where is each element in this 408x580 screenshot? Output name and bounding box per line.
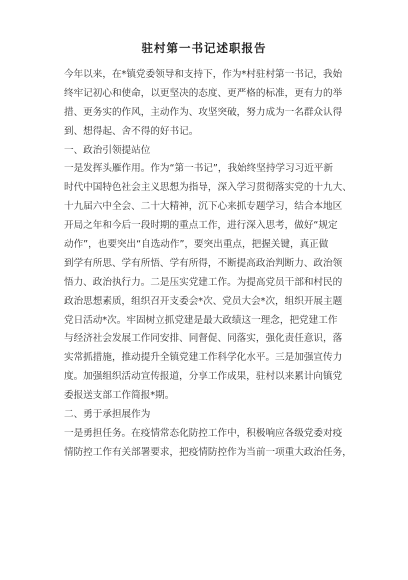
document-title: 驻村第一书记述职报告 bbox=[141, 41, 267, 55]
paragraph-line: 时代中国特色社会主义思想为指导，深入学习贯彻落实党的十九大、 bbox=[64, 182, 352, 194]
paragraph-line: 一是勇担任务。在疫情常态化防控工作中，积极响应各级党委对疫 bbox=[64, 427, 343, 439]
paragraph-line: 党日活动*次。牢固树立抓党建是最大政绩这一理念，把党建工作 bbox=[64, 314, 338, 326]
paragraph-line: 与经济社会发展工作同安排、同督促、同落实，强化责任意识，落 bbox=[64, 333, 343, 345]
document-body bbox=[64, 66, 354, 463]
paragraph-line: 开局之年和今后一段时期的重点工作，进行深入思考，做好“规定 bbox=[64, 220, 338, 232]
paragraph-line: 悟力、政治执行力。二是压实党建工作。为提高党员干部和村民的 bbox=[64, 276, 343, 288]
paragraph-line: 情防控工作有关部署要求，把疫情防控作为当前一项重大政治任务， bbox=[64, 446, 352, 458]
paragraph-line: 实常抓措施，推动提升全镇党建工作科学化水平。三是加强宣传力 bbox=[64, 352, 343, 364]
section-heading: 一、政治引领提站位 bbox=[64, 144, 151, 156]
paragraph-line: 一是发挥头雁作用。作为“第一书记”，我始终坚持学习习近平新 bbox=[64, 163, 333, 175]
paragraph-line: 度。加强组织活动宣传报道，分享工作成果，驻村以来累计向镇党 bbox=[64, 371, 343, 383]
paragraph-line: 措、更务实的作风，主动作为、攻坚突破，努力成为一名群众认得 bbox=[64, 106, 343, 118]
paragraph-line: 今年以来，在*镇党委领导和支持下，作为*村驻村第一书记，我始 bbox=[64, 69, 343, 80]
paragraph-line: 十九届六中全会、二十大精神，沉下心来抓专题学习，结合本地区 bbox=[64, 201, 343, 213]
paragraph-line: 到、想得起、舍不得的好书记。 bbox=[64, 125, 199, 137]
paragraph-line: 政治思想素质，组织召开支委会*次、党员大会*次，组织开展主题 bbox=[64, 295, 343, 307]
paragraph-line: 到学有所思、学有所悟、学有所得，不断提高政治判断力、政治领 bbox=[64, 257, 343, 269]
paragraph-line: 动作”，也要突出“自选动作”，要突出重点，把握关键，真正做 bbox=[64, 239, 329, 251]
paragraph-line: 终牢记初心和使命，以更坚决的态度、更严格的标准，更有力的举 bbox=[64, 87, 343, 99]
section-heading: 二、勇于承担展作为 bbox=[64, 409, 151, 421]
paragraph-line: 委报送支部工作简报*期。 bbox=[64, 390, 175, 402]
